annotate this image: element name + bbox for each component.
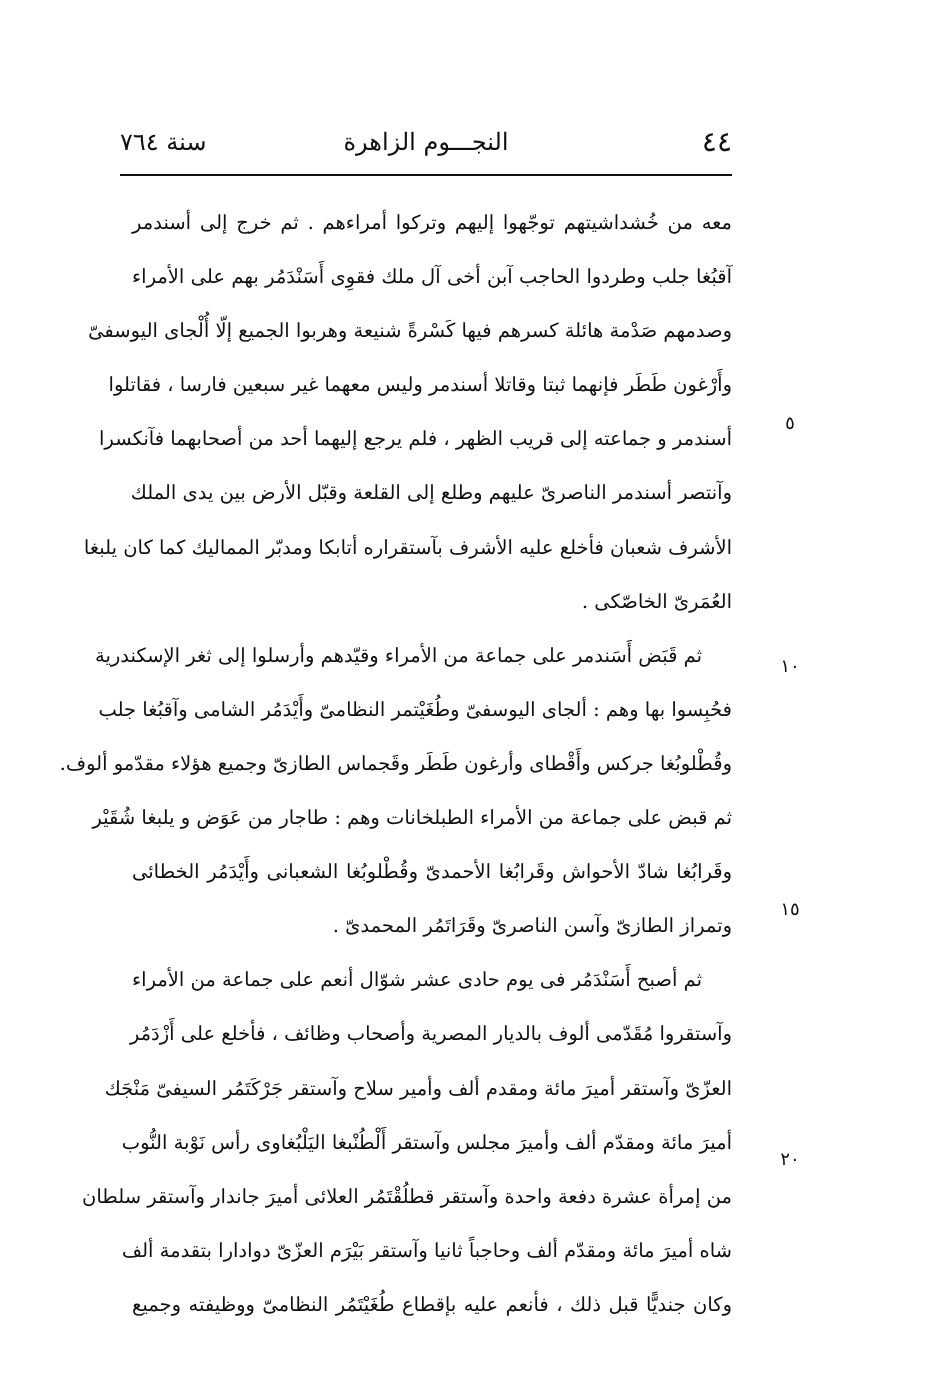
page-number: ٤٤ [701,125,732,158]
text-line: وقُطْلوبُغا جركس وأَقْطاى وأرغون طَطَر وقَجماس الطازىّ وجميع هؤلاء مقدّمو ألوف. [59,751,732,775]
text-line: فحُبِسوا بها وهم : ألجاى اليوسفىّ وطُغَيْتمر النظامىّ وأَيْدَمُر الشامى وآقبُغا جلب [98,697,732,721]
body-text [59,196,732,1332]
text-line: وصدمهم صَدْمة هائلة كسرهم فيها كَسْرةً شنيعة وهربوا الجميع إلّا أُلْجاى اليوسفىّ [88,319,732,343]
header-rule [120,174,732,176]
text-line: العزّىّ وآستقر أميرَ مائة ومقدم ألف وأمير سلاح وآستقر جَرْكَتَمُر السيفىّ مَنْجَك [104,1076,732,1100]
line-number-10: ١٠ [780,656,800,677]
text-line: ثم قبض على جماعة من الأمراء الطبلخانات وهم : طاجار من عَوَض و يلبغا شُقَيْر [92,806,732,830]
text-line: معه من خُشداشيتهم توجّهوا إليهم وتركوا أمراءهم . ثم خرج إلى أسندمر [132,211,732,234]
text-line: أميرَ مائة ومقدّم ألف وأميرَ مجلس وآستقر أَلْطُنْبغا اليَلْبُغاوى رأس نَوْبة النُّوب [121,1130,732,1154]
text-line: وقَرابُغا شادّ الأحواش وقَرابُغا الأحمدىّ وقُطْلوبُغا الشعبانى وأَيْدَمُر الخطائى [132,860,732,884]
text-line: شاه أميرَ مائة ومقدّم ألف وحاجباً ثانيا وآستقر بَيْرَم العزّىّ دوادارا بتقدمة ألف [121,1238,732,1262]
running-header [120,122,732,172]
line-number-20: ٢٠ [780,1149,800,1170]
text-line: وآنتصر أسندمر الناصرىّ عليهم وطلع إلى القلعة وقبّل الأرض بين يدى الملك [130,481,732,505]
text-line: ثم أصبح أَسَنْدَمُر فى يوم حادى عشر شوّال أنعم على جماعة من الأمراء [132,968,702,992]
line-number-5: ٥ [785,413,795,434]
text-line: أسندمر و جماعته إلى قريب الظهر ، فلم يرجع إليهما أحد من أصحابهما فآنكسرا [99,427,732,451]
text-line: آقبُغا جلب وطردوا الحاجب آبن أخى آل ملك فقوِى أَسَنْدَمُر بهم على الأمراء [132,265,732,289]
text-line: العُمَرىّ الخاصّكى . [581,589,732,613]
text-line: وتمراز الطازىّ وآسن الناصرىّ وقَرَاتَمُر المحمدىّ . [332,914,732,938]
line-number-15: ١٥ [780,899,800,920]
text-line: من إمرأة عشرة دفعة واحدة وآستقر قطلُقْتَمُر العلائى أميرَ جاندار وآستقر سلطان [82,1184,732,1208]
text-line: وآستقروا مُقَدّمى ألوف بالديار المصرية وأصحاب وظائف ، فأخلع على أَزْدَمُر [129,1022,732,1046]
text-line: وكان جنديًّا قبل ذلك ، فأنعم عليه بإقطاع طُغَيْتَمُر النظامىّ ووظيفته وجميع [132,1292,732,1316]
book-title: النجـــوم الزاهرة [343,128,509,156]
text-line: وأَرْغون طَطَر فإنهما ثبتا وقاتلا أسندمر وليس معهما غير سبعين فارسا ، فقاتلوا [108,373,732,397]
year-label: سنة ٧٦٤ [120,128,207,156]
text-line: الأشرف شعبان فأخلع عليه الأشرف بآستقراره أتابكا ومدبّر المماليك كما كان يلبغا [83,535,732,559]
text-line: ثم قَبَض أَسَندمر على جماعة من الأمراء وقيّدهم وأرسلوا إلى ثغر الإسكندرية [94,643,702,667]
